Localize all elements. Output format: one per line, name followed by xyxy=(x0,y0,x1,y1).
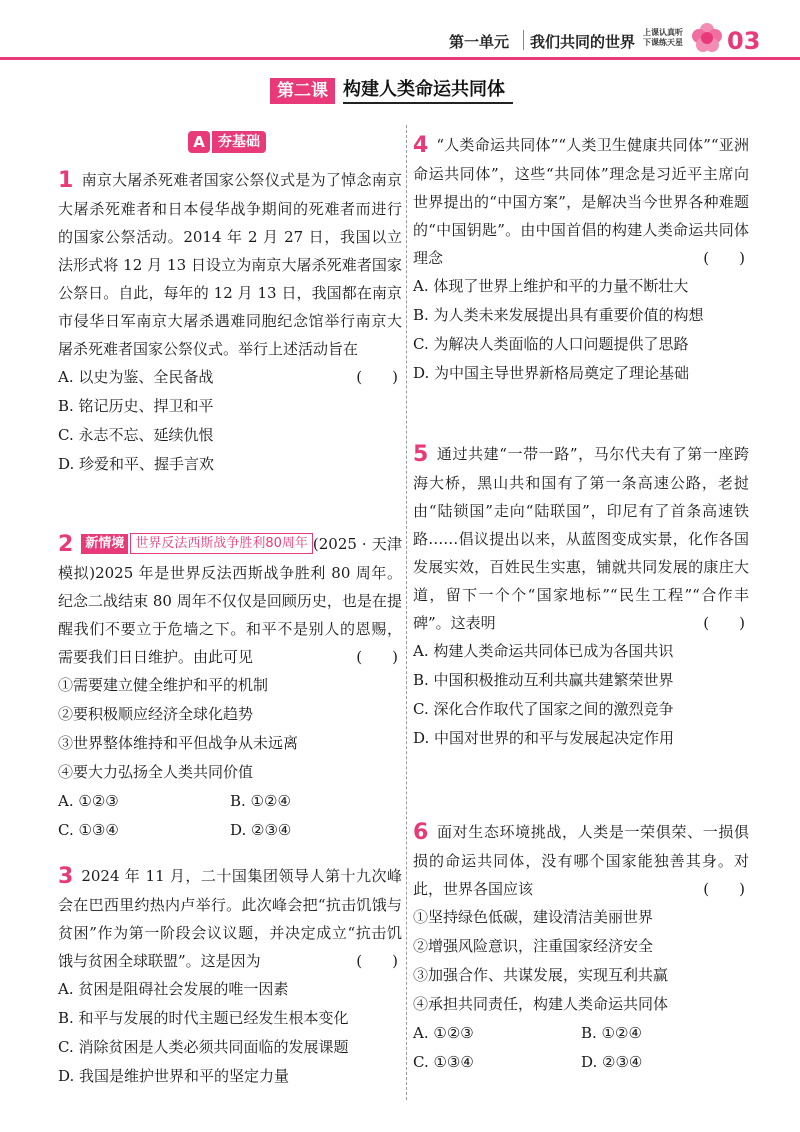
statement-1: ①需要建立健全维护和平的机制 xyxy=(58,676,269,694)
statement-3: ③世界整体维持和平但战争从未远离 xyxy=(58,734,299,752)
flower-badge-icon xyxy=(689,20,725,56)
question-6 xyxy=(413,818,749,1077)
options-row xyxy=(58,787,402,816)
option-a: A. 以史为鉴、全民备战 xyxy=(58,368,214,386)
unit-label: 第一单元 xyxy=(449,33,510,51)
option-d: D. 我国是维护世界和平的坚定力量 xyxy=(58,1067,290,1085)
option-a: A. 贫困是阻碍社会发展的唯一因素 xyxy=(58,980,289,998)
lesson-tag: 第二课 xyxy=(270,78,335,104)
option-d: D. ②③④ xyxy=(230,821,292,839)
question-text: 2024 年 11 月，二十国集团领导人第十九次峰会在巴西里约热内卢举行。此次峰会把“抗击饥饿与贫困”作为第一阶段会议议题，并决定成立“抗击饥饿与贫困全球联盟”。这是因为 xyxy=(58,867,402,970)
question-text: 南京大屠杀死难者国家公祭仪式是为了悼念南京大屠杀死难者和日本侵华战争期间的死难者而进行的国家公祭活动。2014 年 2 月 27 日，我国以立法形式将 12 月 13 日设立为南京大屠杀死难者国家公祭日。自此，每年的 12 月 13 日，我国都在南京市侵华日军南京大屠杀遇难同胞纪念馆举行南京大屠杀死难者国家公祭仪式。举行上述活动旨在 xyxy=(58,171,402,358)
statement-2: ②增强风险意识，注重国家经济安全 xyxy=(413,937,654,955)
section-label: 夯基础 xyxy=(212,131,266,153)
column-divider xyxy=(406,125,407,1100)
option-c: C. 消除贫困是人类必须共同面临的发展课题 xyxy=(58,1038,349,1056)
slogan xyxy=(643,28,693,48)
slogan-line-1: 上课认真听 xyxy=(643,28,683,37)
option-c: C. ①③④ xyxy=(58,821,119,839)
option-b: B. 和平与发展的时代主题已经发生根本变化 xyxy=(58,1009,349,1027)
option-a: A. 体现了世界上维护和平的力量不断壮大 xyxy=(413,277,689,295)
topic-tag: 世界反法西斯战争胜利80周年 xyxy=(130,533,313,554)
options-row xyxy=(413,1048,749,1077)
statement-1: ①坚持绿色低碳，建设清洁美丽世界 xyxy=(413,908,654,926)
statement-3: ③加强合作、共谋发展，实现互利共赢 xyxy=(413,966,669,984)
option-a: A. ①②③ xyxy=(413,1024,474,1042)
question-number: 2 xyxy=(58,532,74,557)
question-number: 3 xyxy=(58,864,74,889)
question-text: 通过共建“一带一路”，马尔代夫有了第一座跨海大桥，黑山共和国有了第一条高速公路，老挝由“陆锁国”走向“陆联国”，印尼有了首条高速铁路……倡议提出以来，从蓝图变成实景，化作各国发展实效，百姓民生实惠，铺就共同发展的康庄大道，留下一个个“国家地标”“民生工程”“合作丰碑”。这表明 xyxy=(413,445,749,632)
option-b: B. 中国积极推动互利共赢共建繁荣世界 xyxy=(413,671,674,689)
option-b: B. ①②④ xyxy=(230,792,291,810)
option-d: D. 为中国主导世界新格局奠定了理论基础 xyxy=(413,364,690,382)
answer-blank: ( ) xyxy=(356,648,398,666)
answer-blank: ( ) xyxy=(356,368,398,386)
slogan-line-2: 下课练天星 xyxy=(643,38,683,47)
question-stem xyxy=(413,818,749,903)
answer-blank: ( ) xyxy=(703,249,745,267)
statement-2: ②要积极顺应经济全球化趋势 xyxy=(58,705,254,723)
page-number: 03 xyxy=(727,27,761,55)
option-d: D. ②③④ xyxy=(581,1053,643,1071)
answer-blank: ( ) xyxy=(703,880,745,898)
page-header xyxy=(0,0,800,58)
question-number: 4 xyxy=(413,133,429,158)
option-a: A. 构建人类命运共同体已成为各国共识 xyxy=(413,642,674,660)
question-4 xyxy=(413,131,749,388)
question-2 xyxy=(58,530,402,845)
question-text: “人类命运共同体”“人类卫生健康共同体”“亚洲命运共同体”，这些“共同体”理念是习近平主席向世界提出的“中国方案”，是解决当今世界各种难题的“中国钥匙”。由中国首倡的构建人类命运共同体理念 xyxy=(413,136,749,267)
question-number: 6 xyxy=(413,820,429,845)
question-5 xyxy=(413,440,749,753)
options-row xyxy=(58,816,402,845)
statement-4: ④要大力弘扬全人类共同价值 xyxy=(58,763,254,781)
new-context-tag: 新情境 xyxy=(81,534,128,554)
section-letter: A xyxy=(188,131,210,153)
lesson-name: 构建人类命运共同体 xyxy=(343,78,513,104)
options-row xyxy=(413,1019,749,1048)
statement-4: ④承担共同责任，构建人类命运共同体 xyxy=(413,995,669,1013)
question-stem xyxy=(58,862,402,975)
option-c: C. 深化合作取代了国家之间的激烈竞争 xyxy=(413,700,674,718)
option-b: B. ①②④ xyxy=(581,1024,642,1042)
question-text: 面对生态环境挑战，人类是一荣俱荣、一损俱损的命运共同体，没有哪个国家能独善其身。对此，世界各国应该 xyxy=(413,823,749,898)
lesson-title xyxy=(270,78,513,104)
option-d: D. 珍爱和平、握手言欢 xyxy=(58,455,215,473)
answer-blank: ( ) xyxy=(703,614,745,632)
option-d: D. 中国对世界的和平与发展起决定作用 xyxy=(413,729,675,747)
question-text: 2025 年是世界反法西斯战争胜利 80 周年。纪念二战结束 80 周年不仅仅是回顾历史，也是在提醒我们不要立于危墙之下。和平不是别人的恩赐，需要我们日日维护。由此可见 xyxy=(58,564,402,666)
question-stem xyxy=(413,440,749,637)
unit-theme: 我们共同的世界 xyxy=(530,33,636,51)
question-number: 5 xyxy=(413,442,429,467)
option-a: A. ①②③ xyxy=(58,792,119,810)
question-source: (2025 · 天津模拟) xyxy=(58,535,402,582)
option-c: C. 为解决人类面临的人口问题提供了思路 xyxy=(413,335,689,353)
option-b: B. 铭记历史、捍卫和平 xyxy=(58,397,214,415)
option-b: B. 为人类未来发展提出具有重要价值的构想 xyxy=(413,306,704,324)
question-stem xyxy=(413,131,749,272)
question-stem xyxy=(58,530,402,671)
section-badge xyxy=(188,131,266,153)
question-1 xyxy=(58,166,402,479)
question-number: 1 xyxy=(58,168,74,193)
question-3 xyxy=(58,862,402,1091)
header-separator xyxy=(523,30,524,50)
option-c: C. ①③④ xyxy=(413,1053,474,1071)
option-c: C. 永志不忘、延续仇恨 xyxy=(58,426,214,444)
answer-blank: ( ) xyxy=(356,952,398,970)
header-rule xyxy=(0,57,800,60)
